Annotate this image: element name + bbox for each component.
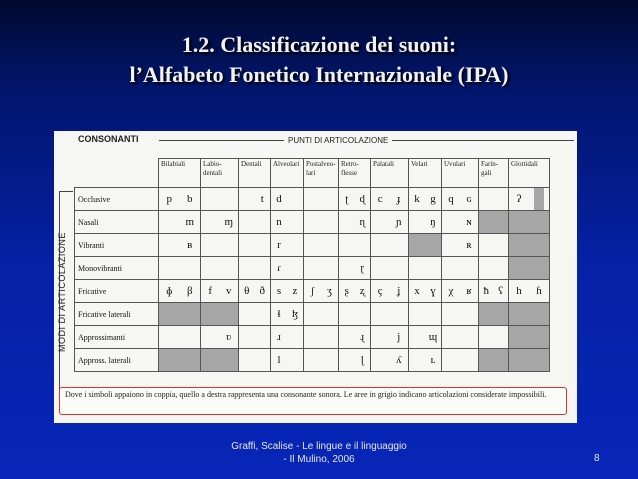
voiceless-symbol: f	[208, 285, 213, 297]
ipa-cell	[442, 326, 479, 349]
symbol-pair	[239, 326, 270, 348]
symbol-pair	[271, 257, 303, 279]
ipa-cell	[239, 188, 271, 211]
table-row	[75, 280, 550, 303]
ipa-cell	[371, 257, 409, 280]
ipa-cell	[509, 349, 550, 372]
symbol-pair	[339, 234, 370, 256]
ipa-cell	[201, 303, 239, 326]
symbol-pair	[371, 234, 408, 256]
ipa-cell	[201, 211, 239, 234]
ipa-cell	[442, 211, 479, 234]
voiceless-symbol: q	[448, 193, 454, 205]
ipa-cell	[159, 326, 201, 349]
ipa-cell	[239, 257, 271, 280]
header-row	[75, 159, 550, 188]
symbol-pair	[159, 349, 200, 371]
ipa-cell	[339, 280, 371, 303]
ipa-cell	[304, 234, 339, 257]
symbol-pair	[271, 188, 303, 210]
symbol-pair	[442, 349, 478, 371]
ipa-cell	[442, 257, 479, 280]
ipa-cell	[509, 234, 550, 257]
symbol-pair	[371, 326, 408, 348]
ipa-cell	[442, 303, 479, 326]
symbol-pair	[304, 257, 338, 279]
ipa-cell	[239, 326, 271, 349]
symbol-pair	[304, 188, 338, 210]
symbol-pair	[339, 257, 370, 279]
voiced-symbol: ʎ	[396, 354, 402, 366]
voiced-symbol: ɦ	[536, 285, 542, 297]
voiced-symbol	[534, 188, 544, 210]
symbol-pair	[159, 211, 200, 233]
symbol-pair	[239, 234, 270, 256]
ipa-cell	[479, 280, 509, 303]
column-header: Alveolari	[271, 159, 304, 188]
ipa-cell	[159, 211, 201, 234]
symbol-pair	[239, 211, 270, 233]
symbol-pair	[159, 326, 200, 348]
voiced-symbol: m	[185, 216, 195, 228]
symbol-pair	[239, 188, 270, 210]
ipa-cell	[239, 349, 271, 372]
symbol-pair	[371, 349, 408, 371]
ipa-cell	[371, 234, 409, 257]
ipa-cell	[304, 326, 339, 349]
ipa-cell	[304, 349, 339, 372]
table-row	[75, 303, 550, 326]
symbol-pair	[479, 280, 508, 302]
column-header: Labio-dentali	[201, 159, 239, 188]
voiced-symbol: ɣ	[430, 285, 436, 297]
symbol-pair	[339, 211, 370, 233]
symbol-pair	[339, 326, 370, 348]
voiced-symbol: ɴ	[466, 216, 472, 228]
voiced-symbol: ʝ	[397, 285, 401, 297]
table-body	[75, 188, 550, 372]
ipa-cell	[339, 326, 371, 349]
symbol-pair	[239, 349, 270, 371]
row-label: Nasali	[75, 211, 159, 234]
ipa-cell	[479, 211, 509, 234]
ipa-cell	[409, 303, 442, 326]
voiced-symbol: ð	[259, 285, 265, 297]
ipa-cell	[201, 234, 239, 257]
table-row	[75, 326, 550, 349]
symbol-pair	[479, 257, 508, 279]
voiceless-symbol: ç	[377, 285, 383, 297]
voiceless-symbol: r	[277, 239, 281, 251]
ipa-cell	[409, 188, 442, 211]
symbol-pair	[201, 280, 238, 302]
ipa-cell	[271, 211, 304, 234]
symbol-pair	[271, 211, 303, 233]
symbol-pair	[509, 280, 549, 302]
symbol-pair	[479, 188, 508, 210]
symbol-pair	[271, 326, 303, 348]
symbol-pair	[304, 211, 338, 233]
symbol-pair	[509, 303, 549, 325]
symbol-pair	[409, 234, 441, 256]
row-label: Approssimanti	[75, 326, 159, 349]
ipa-cell	[371, 326, 409, 349]
table-row	[75, 211, 550, 234]
ipa-cell	[201, 280, 239, 303]
ipa-cell	[239, 211, 271, 234]
voiceless-symbol: n	[276, 216, 282, 228]
ipa-cell	[271, 303, 304, 326]
column-header: Dentali	[239, 159, 271, 188]
ipa-cell	[201, 257, 239, 280]
ipa-cell	[479, 326, 509, 349]
symbol-pair	[304, 349, 338, 371]
slide-title-line-2: l’Alfabeto Fonetico Internazionale (IPA)	[129, 62, 509, 87]
ipa-cell	[442, 280, 479, 303]
column-header: Velari	[409, 159, 442, 188]
symbol-pair	[371, 280, 408, 302]
column-header: Glottidali	[509, 159, 550, 188]
voiced-symbol: t	[260, 193, 264, 205]
ipa-cell	[442, 349, 479, 372]
ipa-cell	[409, 257, 442, 280]
symbol-pair	[201, 303, 238, 325]
ipa-chart	[54, 131, 577, 423]
voiced-symbol: ɭ	[360, 354, 364, 366]
ipa-cell	[271, 349, 304, 372]
ipa-cell	[442, 188, 479, 211]
column-header: Uvulari	[442, 159, 479, 188]
ipa-cell	[371, 349, 409, 372]
symbol-pair	[479, 303, 508, 325]
footer-credit	[190, 440, 448, 466]
ipa-cell	[371, 211, 409, 234]
ipa-cell	[409, 349, 442, 372]
ipa-cell	[371, 280, 409, 303]
ipa-cell	[159, 234, 201, 257]
symbol-pair	[409, 303, 441, 325]
symbol-pair	[239, 280, 270, 302]
symbol-pair	[409, 349, 441, 371]
ipa-cell	[159, 349, 201, 372]
ipa-cell	[339, 234, 371, 257]
row-label: Vibranti	[75, 234, 159, 257]
column-header: Retro-flesse	[339, 159, 371, 188]
symbol-pair	[271, 349, 303, 371]
voiced-symbol: ɻ	[360, 331, 365, 343]
page-number: 8	[594, 453, 600, 464]
voiceless-symbol: ʈ	[345, 193, 349, 205]
voiced-symbol: ʀ	[466, 239, 472, 251]
voiced-symbol: ʒ	[327, 285, 332, 297]
symbol-pair	[442, 280, 478, 302]
ipa-cell	[271, 188, 304, 211]
ipa-cell	[479, 234, 509, 257]
symbol-pair	[159, 188, 200, 210]
symbol-pair	[509, 326, 549, 348]
footer-line-2: - Il Mulino, 2006	[283, 454, 355, 465]
voiceless-symbol: p	[166, 193, 172, 205]
symbol-pair	[339, 349, 370, 371]
symbol-pair	[159, 280, 200, 302]
ipa-cell	[371, 303, 409, 326]
ipa-cell	[409, 234, 442, 257]
ipa-cell	[239, 280, 271, 303]
row-label: Monovibranti	[75, 257, 159, 280]
ipa-cell	[339, 257, 371, 280]
voiceless-symbol: χ	[448, 285, 454, 297]
symbol-pair	[479, 211, 508, 233]
corner-cell	[75, 159, 159, 188]
column-header: Palatali	[371, 159, 409, 188]
symbol-pair	[339, 303, 370, 325]
ipa-cell	[271, 280, 304, 303]
symbol-pair	[201, 188, 238, 210]
symbol-pair	[239, 257, 270, 279]
ipa-cell	[239, 303, 271, 326]
row-label: Fricative laterali	[75, 303, 159, 326]
symbol-pair	[371, 257, 408, 279]
symbol-pair	[271, 234, 303, 256]
voiceless-symbol: ɬ	[277, 308, 281, 320]
ipa-cell	[509, 257, 550, 280]
voiceless-symbol: ɸ	[166, 285, 173, 297]
slide-title-line-1: 1.2. Classificazione dei suoni:	[181, 32, 457, 57]
voiceless-symbol: θ	[244, 285, 250, 297]
ipa-cell	[201, 326, 239, 349]
voiced-symbol: ɽ	[360, 262, 365, 274]
voiced-symbol: ɮ	[291, 308, 299, 320]
symbol-pair	[371, 211, 408, 233]
voiced-symbol: z	[292, 285, 298, 297]
table-row	[75, 188, 550, 211]
ipa-cell	[339, 349, 371, 372]
ipa-cell	[339, 303, 371, 326]
ipa-cell	[371, 188, 409, 211]
voiceless-symbol: ʂ	[344, 285, 349, 297]
symbol-pair	[201, 349, 238, 371]
voiced-symbol: ɟ	[396, 193, 401, 205]
voiced-symbol: ʁ	[466, 285, 472, 297]
voiced-symbol: v	[226, 285, 232, 297]
symbol-pair	[201, 211, 238, 233]
ipa-cell	[271, 234, 304, 257]
ipa-cell	[304, 303, 339, 326]
symbol-pair	[409, 326, 441, 348]
voiceless-symbol: d	[276, 193, 282, 205]
ipa-cell	[304, 257, 339, 280]
symbol-pair	[304, 326, 338, 348]
symbol-pair	[409, 257, 441, 279]
voiceless-symbol: h	[516, 285, 522, 297]
symbol-pair	[409, 188, 441, 210]
voiced-symbol: ʟ	[430, 354, 436, 366]
symbol-pair	[509, 257, 549, 279]
symbol-pair	[509, 211, 549, 233]
ipa-cell	[271, 326, 304, 349]
symbol-pair	[371, 303, 408, 325]
symbol-pair	[201, 257, 238, 279]
voiced-symbol: ʋ	[226, 331, 232, 343]
symbol-pair	[442, 257, 478, 279]
symbol-pair	[442, 326, 478, 348]
ipa-cell	[479, 257, 509, 280]
ipa-cell	[409, 280, 442, 303]
symbol-pair	[271, 280, 303, 302]
ipa-cell	[339, 188, 371, 211]
voiced-symbol: b	[187, 193, 193, 205]
symbol-pair	[442, 188, 478, 210]
ipa-cell	[159, 280, 201, 303]
ipa-cell	[201, 349, 239, 372]
symbol-pair	[339, 188, 370, 210]
ipa-cell	[479, 188, 509, 211]
voiceless-symbol: ʔ	[516, 193, 522, 205]
row-label: Occlusive	[75, 188, 159, 211]
symbol-pair	[509, 188, 549, 210]
table-row	[75, 349, 550, 372]
column-header: Farin-gali	[479, 159, 509, 188]
table-row	[75, 257, 550, 280]
symbol-pair	[271, 303, 303, 325]
voiced-symbol: ʐ	[359, 285, 365, 297]
voiced-symbol: β	[186, 285, 193, 297]
section-label: CONSONANTI	[78, 134, 139, 144]
ipa-cell	[201, 188, 239, 211]
ipa-cell	[304, 188, 339, 211]
chart-note: Dove i simboli appaiono in coppia, quello a destra rappresenta una consonante sonora. Le aree in grigio indicano articolazioni considerate impossibili.	[59, 387, 567, 415]
table-row	[75, 234, 550, 257]
slide-title	[0, 30, 638, 90]
ipa-cell	[479, 303, 509, 326]
symbol-pair	[479, 349, 508, 371]
ipa-cell	[509, 280, 550, 303]
ipa-cell	[509, 211, 550, 234]
voiced-symbol: ɲ	[396, 216, 402, 228]
manners-label: MODI DI ARTICOLAZIONE	[57, 232, 67, 352]
ipa-cell	[409, 326, 442, 349]
symbol-pair	[409, 211, 441, 233]
symbol-pair	[371, 188, 408, 210]
voiceless-symbol: ɾ	[277, 262, 281, 274]
voiceless-symbol: ɹ	[277, 331, 281, 343]
footer-line-1: Graffi, Scalise - Le lingue e il linguaggio	[231, 441, 407, 452]
voiced-symbol: ʙ	[187, 239, 193, 251]
ipa-cell	[159, 257, 201, 280]
symbol-pair	[304, 303, 338, 325]
ipa-cell	[304, 211, 339, 234]
voiceless-symbol: k	[414, 193, 420, 205]
symbol-pair	[159, 257, 200, 279]
voiced-symbol: ɰ	[428, 331, 438, 343]
symbol-pair	[159, 303, 200, 325]
voiceless-symbol: ʃ	[310, 285, 315, 297]
voiceless-symbol: l	[277, 354, 281, 366]
symbol-pair	[442, 303, 478, 325]
ipa-cell	[509, 188, 550, 211]
voiced-symbol: ɖ	[359, 193, 365, 205]
ipa-cell	[159, 303, 201, 326]
voiceless-symbol: ħ	[483, 285, 489, 297]
voiced-symbol: g	[430, 193, 436, 205]
ipa-table	[74, 158, 550, 372]
ipa-cell	[509, 326, 550, 349]
voiceless-symbol: s	[276, 285, 282, 297]
symbol-pair	[509, 349, 549, 371]
symbol-pair	[442, 211, 478, 233]
row-label: Fricative	[75, 280, 159, 303]
symbol-pair	[339, 280, 370, 302]
voiced-symbol: ʕ	[498, 285, 504, 297]
ipa-cell	[442, 234, 479, 257]
ipa-cell	[509, 303, 550, 326]
ipa-cell	[409, 211, 442, 234]
row-label: Appross. laterali	[75, 349, 159, 372]
voiced-symbol: j	[397, 331, 401, 343]
places-label: PUNTI DI ARTICOLAZIONE	[284, 136, 392, 145]
ipa-cell	[159, 188, 201, 211]
voiceless-symbol: x	[414, 285, 420, 297]
column-header: Bilabiali	[159, 159, 201, 188]
ipa-cell	[304, 280, 339, 303]
symbol-pair	[159, 234, 200, 256]
ipa-cell	[239, 234, 271, 257]
symbol-pair	[479, 326, 508, 348]
symbol-pair	[442, 234, 478, 256]
symbol-pair	[201, 234, 238, 256]
symbol-pair	[479, 234, 508, 256]
voiceless-symbol: c	[377, 193, 383, 205]
symbol-pair	[409, 280, 441, 302]
symbol-pair	[304, 234, 338, 256]
symbol-pair	[201, 326, 238, 348]
ipa-cell	[479, 349, 509, 372]
voiced-symbol: ŋ	[430, 216, 436, 228]
voiced-symbol: ɢ	[466, 193, 472, 205]
column-header: Postalveo-lari	[304, 159, 339, 188]
symbol-pair	[239, 303, 270, 325]
ipa-cell	[339, 211, 371, 234]
symbol-pair	[509, 234, 549, 256]
symbol-pair	[304, 280, 338, 302]
voiced-symbol: ɱ	[224, 216, 234, 228]
voiced-symbol: ɳ	[359, 216, 365, 228]
ipa-cell	[271, 257, 304, 280]
